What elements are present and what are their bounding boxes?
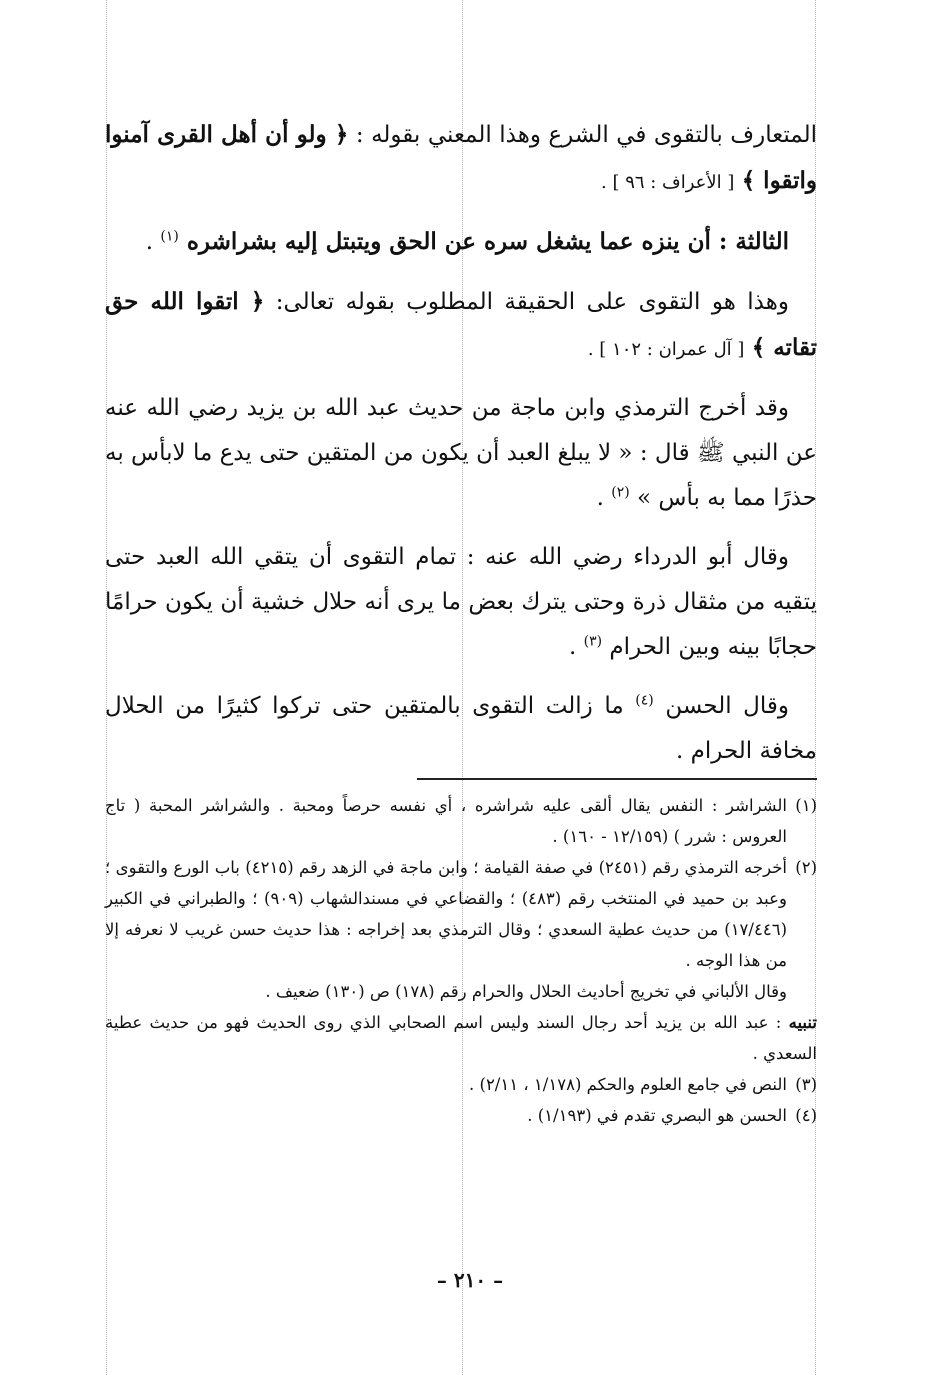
footnote-divider <box>417 778 817 780</box>
footnote-4 <box>105 1100 817 1131</box>
paragraph-1 <box>105 112 817 205</box>
paragraph-5-text: وقال أبو الدرداء رضي الله عنه : تمام التقوى أن يتقي الله العبد حتى يتقيه من مثقال ذرة وحتى يترك بعض ما يرى أنه حلال خشية أن يكون حرامًا حجابًا بينه وبين الحرام <box>105 544 817 660</box>
footnote-2-albani-text: وقال الألباني في تخريج أحاديث الحلال والحرام رقم (١٧٨) ص (١٣٠) ضعيف . <box>265 982 787 1001</box>
notice-label: تنبيه <box>788 1013 817 1032</box>
footnote-2-number: (٢) <box>795 858 817 877</box>
quran-quote-aaraf: ﴿ ولو أن أهل القرى آمنوا واتقوا ﴾ <box>105 121 817 194</box>
notice-text: : عبد الله بن يزيد أحد رجال السند وليس اسم الصحابي الذي روى الحديث فهو من حديث عطية السعدي . <box>105 1013 817 1063</box>
paragraph-3 <box>105 279 817 372</box>
paragraph-2-text: الثالثة : أن ينزه عما يشغل سره عن الحق ويتبتل إليه بشراشره <box>178 228 789 255</box>
paragraph-3-text: وهذا هو التقوى على الحقيقة المطلوب بقوله تعالى: <box>264 289 789 315</box>
paragraph-6 <box>105 684 817 774</box>
footnote-2 <box>105 852 817 976</box>
paragraph-2-end: . <box>145 229 154 255</box>
footnote-2-notice <box>105 1007 817 1069</box>
footnote-4-number: (٤) <box>795 1106 817 1125</box>
footnote-marker-4[interactable]: (٤) <box>635 692 654 709</box>
footnote-3 <box>105 1069 817 1100</box>
paragraph-4 <box>105 386 817 521</box>
footnote-marker-2[interactable]: (٢) <box>611 484 630 501</box>
footnote-3-number: (٣) <box>795 1075 817 1094</box>
paragraph-2 <box>105 219 817 265</box>
page-content <box>105 112 817 1131</box>
footnote-2-albani <box>105 976 817 1007</box>
footnote-1-number: (١) <box>795 796 817 815</box>
quran-reference-aaraf: [ الأعراف : ٩٦ ] . <box>601 172 735 193</box>
footnote-marker-1[interactable]: (١) <box>160 228 179 245</box>
quran-quote-al-imran: ﴿ اتقوا الله حق تقاته ﴾ <box>105 288 817 361</box>
footnote-1 <box>105 790 817 852</box>
paragraph-6-text: ما زالت التقوى بالمتقين حتى تركوا كثيرًا من الحلال مخافة الحرام . <box>105 693 817 764</box>
footnote-4-text: الحسن هو البصري تقدم في (١/١٩٣) . <box>527 1106 787 1125</box>
paragraph-6-start: وقال الحسن <box>653 693 789 719</box>
footnote-3-text: النص في جامع العلوم والحكم (١/١٧٨ ، ٢/١١) . <box>469 1075 787 1094</box>
paragraph-4-text: وقد أخرج الترمذي وابن ماجة من حديث عبد الله بن يزيد رضي الله عنه عن النبي ﷺ قال : « لا يبلغ العبد أن يكون من المتقين حتى يدع ما لابأس به حذرًا مما به بأس » <box>104 395 817 511</box>
page-number: – ٢١٠ – <box>436 1268 504 1292</box>
footnote-1-text: الشراشر : النفس يقال ألقى عليه شراشره ، أي نفسه حرصاً ومحبة . والشراشر المحبة ( تاج العروس : شرر ) (١٢/١٥٩ - ١٦٠) . <box>105 796 787 846</box>
paragraph-4-end: . <box>596 485 604 511</box>
paragraph-5-end: . <box>569 634 577 660</box>
quran-reference-al-imran: [ آل عمران : ١٠٢ ] . <box>587 339 745 360</box>
paragraph-1-text: المتعارف بالتقوى في الشرع وهذا المعني بقوله : <box>348 122 817 148</box>
paragraph-5 <box>105 535 817 670</box>
footnote-2-text: أخرجه الترمذي رقم (٢٤٥١) في صفة القيامة ؛ وابن ماجة في الزهد رقم (٤٢١٥) باب الورع والتقوى ؛ وعبد بن حميد في المنتخب رقم (٤٨٣) ؛ والقضاعي في مسندالشهاب (٩٠٩) ؛ والطبراني في الكبير (١٧/٤٤٦) من حديث عطية السعدي ؛ وقال الترمذي بعد إخراجه : هذا حديث حسن غريب لا نعرفه إلا من هذا الوجه . <box>105 858 787 970</box>
footnote-marker-3[interactable]: (٣) <box>583 633 603 650</box>
